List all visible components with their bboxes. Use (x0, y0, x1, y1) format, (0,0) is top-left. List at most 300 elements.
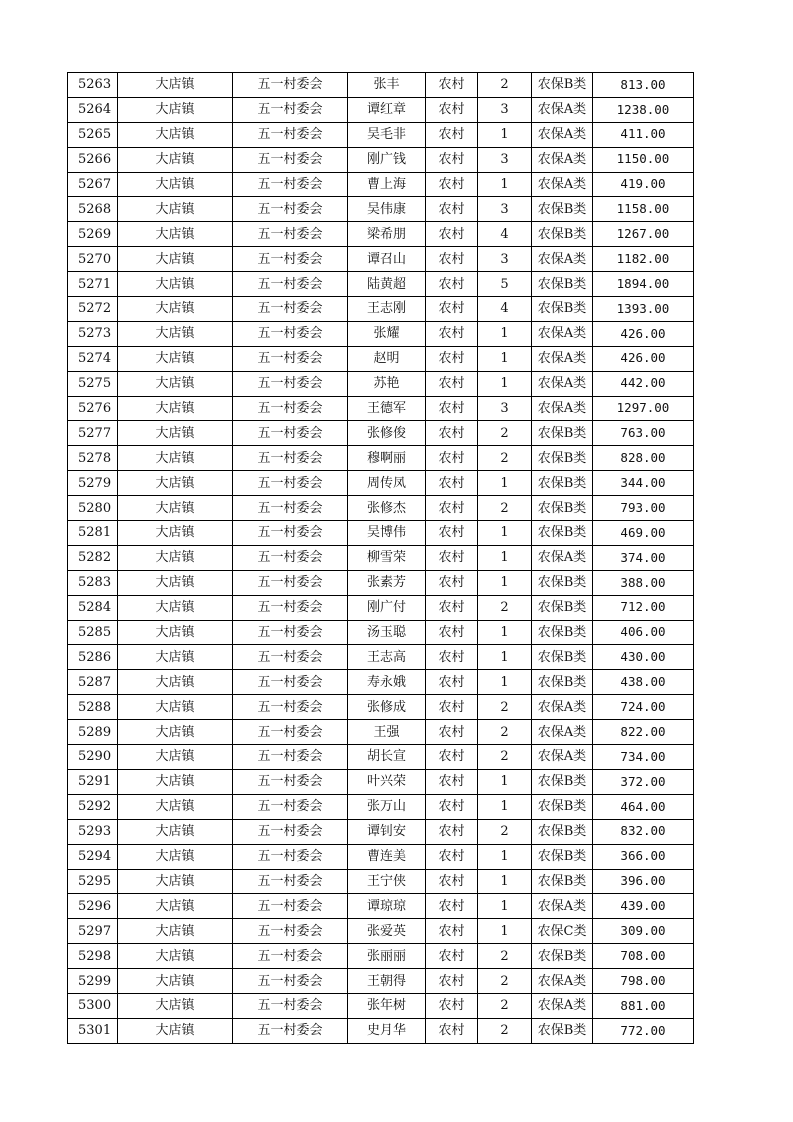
person-name-cell: 赵明 (348, 346, 426, 371)
village-committee-cell: 五一村委会 (233, 769, 348, 794)
village-committee-cell: 五一村委会 (233, 894, 348, 919)
insurance-category-cell: 农保A类 (532, 321, 593, 346)
household-type-cell: 农村 (426, 73, 478, 98)
village-committee-cell: 五一村委会 (233, 570, 348, 595)
row-id-cell: 5288 (68, 695, 118, 720)
town-cell: 大店镇 (118, 371, 233, 396)
village-committee-cell: 五一村委会 (233, 371, 348, 396)
row-id-cell: 5301 (68, 1018, 118, 1043)
table-row (68, 446, 694, 471)
row-id-cell: 5295 (68, 869, 118, 894)
insurance-category-cell: 农保B类 (532, 570, 593, 595)
town-cell: 大店镇 (118, 844, 233, 869)
town-cell: 大店镇 (118, 919, 233, 944)
member-count-cell: 2 (478, 1018, 532, 1043)
village-committee-cell: 五一村委会 (233, 869, 348, 894)
insurance-category-cell: 农保A类 (532, 545, 593, 570)
member-count-cell: 4 (478, 222, 532, 247)
amount-cell: 469.00 (593, 521, 694, 546)
household-type-cell: 农村 (426, 1018, 478, 1043)
row-id-cell: 5297 (68, 919, 118, 944)
town-cell: 大店镇 (118, 222, 233, 247)
person-name-cell: 王志高 (348, 645, 426, 670)
village-committee-cell: 五一村委会 (233, 222, 348, 247)
village-committee-cell: 五一村委会 (233, 993, 348, 1018)
member-count-cell: 3 (478, 396, 532, 421)
member-count-cell: 2 (478, 993, 532, 1018)
village-committee-cell: 五一村委会 (233, 97, 348, 122)
household-type-cell: 农村 (426, 570, 478, 595)
table-row (68, 670, 694, 695)
village-committee-cell: 五一村委会 (233, 844, 348, 869)
household-type-cell: 农村 (426, 720, 478, 745)
town-cell: 大店镇 (118, 97, 233, 122)
member-count-cell: 1 (478, 570, 532, 595)
insurance-category-cell: 农保A类 (532, 695, 593, 720)
household-type-cell: 农村 (426, 321, 478, 346)
person-name-cell: 王志刚 (348, 297, 426, 322)
town-cell: 大店镇 (118, 73, 233, 98)
amount-cell: 309.00 (593, 919, 694, 944)
household-type-cell: 农村 (426, 346, 478, 371)
table-row (68, 570, 694, 595)
person-name-cell: 刚广付 (348, 595, 426, 620)
amount-cell: 438.00 (593, 670, 694, 695)
insurance-category-cell: 农保A类 (532, 371, 593, 396)
row-id-cell: 5266 (68, 147, 118, 172)
insurance-category-cell: 农保B类 (532, 297, 593, 322)
person-name-cell: 谭琼琼 (348, 894, 426, 919)
household-type-cell: 农村 (426, 172, 478, 197)
town-cell: 大店镇 (118, 496, 233, 521)
row-id-cell: 5269 (68, 222, 118, 247)
person-name-cell: 吴伟康 (348, 197, 426, 222)
amount-cell: 1238.00 (593, 97, 694, 122)
town-cell: 大店镇 (118, 794, 233, 819)
member-count-cell: 2 (478, 595, 532, 620)
town-cell: 大店镇 (118, 645, 233, 670)
member-count-cell: 1 (478, 471, 532, 496)
member-count-cell: 3 (478, 97, 532, 122)
insurance-category-cell: 农保B类 (532, 471, 593, 496)
person-name-cell: 王宁侠 (348, 869, 426, 894)
household-type-cell: 农村 (426, 122, 478, 147)
insurance-category-cell: 农保A类 (532, 172, 593, 197)
row-id-cell: 5267 (68, 172, 118, 197)
household-type-cell: 农村 (426, 993, 478, 1018)
row-id-cell: 5271 (68, 272, 118, 297)
table-row (68, 222, 694, 247)
table-row (68, 496, 694, 521)
household-type-cell: 农村 (426, 545, 478, 570)
amount-cell: 1182.00 (593, 247, 694, 272)
amount-cell: 1393.00 (593, 297, 694, 322)
insurance-category-cell: 农保A类 (532, 894, 593, 919)
town-cell: 大店镇 (118, 147, 233, 172)
town-cell: 大店镇 (118, 993, 233, 1018)
member-count-cell: 3 (478, 247, 532, 272)
row-id-cell: 5284 (68, 595, 118, 620)
table-row (68, 247, 694, 272)
person-name-cell: 苏艳 (348, 371, 426, 396)
table-row (68, 297, 694, 322)
row-id-cell: 5293 (68, 819, 118, 844)
member-count-cell: 2 (478, 819, 532, 844)
table-row (68, 122, 694, 147)
amount-cell: 832.00 (593, 819, 694, 844)
person-name-cell: 胡长宣 (348, 745, 426, 770)
person-name-cell: 张丰 (348, 73, 426, 98)
member-count-cell: 2 (478, 944, 532, 969)
town-cell: 大店镇 (118, 969, 233, 994)
town-cell: 大店镇 (118, 396, 233, 421)
town-cell: 大店镇 (118, 570, 233, 595)
household-type-cell: 农村 (426, 521, 478, 546)
allowance-table (67, 72, 694, 1044)
table-row (68, 720, 694, 745)
member-count-cell: 2 (478, 720, 532, 745)
row-id-cell: 5294 (68, 844, 118, 869)
household-type-cell: 农村 (426, 396, 478, 421)
household-type-cell: 农村 (426, 844, 478, 869)
insurance-category-cell: 农保A类 (532, 346, 593, 371)
member-count-cell: 3 (478, 147, 532, 172)
amount-cell: 430.00 (593, 645, 694, 670)
row-id-cell: 5296 (68, 894, 118, 919)
household-type-cell: 农村 (426, 247, 478, 272)
row-id-cell: 5270 (68, 247, 118, 272)
amount-cell: 734.00 (593, 745, 694, 770)
table-row (68, 620, 694, 645)
household-type-cell: 农村 (426, 197, 478, 222)
row-id-cell: 5299 (68, 969, 118, 994)
table-row (68, 521, 694, 546)
person-name-cell: 曹连美 (348, 844, 426, 869)
household-type-cell: 农村 (426, 97, 478, 122)
household-type-cell: 农村 (426, 645, 478, 670)
village-committee-cell: 五一村委会 (233, 969, 348, 994)
amount-cell: 426.00 (593, 346, 694, 371)
village-committee-cell: 五一村委会 (233, 396, 348, 421)
member-count-cell: 2 (478, 446, 532, 471)
amount-cell: 772.00 (593, 1018, 694, 1043)
row-id-cell: 5279 (68, 471, 118, 496)
table-row (68, 595, 694, 620)
person-name-cell: 张修成 (348, 695, 426, 720)
town-cell: 大店镇 (118, 471, 233, 496)
insurance-category-cell: 农保B类 (532, 421, 593, 446)
table-row (68, 172, 694, 197)
table-row (68, 97, 694, 122)
row-id-cell: 5292 (68, 794, 118, 819)
town-cell: 大店镇 (118, 446, 233, 471)
amount-cell: 419.00 (593, 172, 694, 197)
village-committee-cell: 五一村委会 (233, 446, 348, 471)
amount-cell: 798.00 (593, 969, 694, 994)
person-name-cell: 张修杰 (348, 496, 426, 521)
town-cell: 大店镇 (118, 944, 233, 969)
village-committee-cell: 五一村委会 (233, 745, 348, 770)
town-cell: 大店镇 (118, 545, 233, 570)
member-count-cell: 1 (478, 670, 532, 695)
amount-cell: 426.00 (593, 321, 694, 346)
village-committee-cell: 五一村委会 (233, 595, 348, 620)
town-cell: 大店镇 (118, 521, 233, 546)
village-committee-cell: 五一村委会 (233, 321, 348, 346)
village-committee-cell: 五一村委会 (233, 620, 348, 645)
member-count-cell: 1 (478, 371, 532, 396)
amount-cell: 366.00 (593, 844, 694, 869)
person-name-cell: 张素芳 (348, 570, 426, 595)
person-name-cell: 柳雪荣 (348, 545, 426, 570)
household-type-cell: 农村 (426, 471, 478, 496)
member-count-cell: 1 (478, 172, 532, 197)
insurance-category-cell: 农保B类 (532, 496, 593, 521)
amount-cell: 708.00 (593, 944, 694, 969)
amount-cell: 344.00 (593, 471, 694, 496)
person-name-cell: 穆啊丽 (348, 446, 426, 471)
row-id-cell: 5264 (68, 97, 118, 122)
insurance-category-cell: 农保B类 (532, 819, 593, 844)
table-row (68, 73, 694, 98)
person-name-cell: 谭召山 (348, 247, 426, 272)
household-type-cell: 农村 (426, 595, 478, 620)
household-type-cell: 农村 (426, 769, 478, 794)
insurance-category-cell: 农保B类 (532, 197, 593, 222)
insurance-category-cell: 农保B类 (532, 521, 593, 546)
insurance-category-cell: 农保C类 (532, 919, 593, 944)
table-row (68, 745, 694, 770)
person-name-cell: 谭红章 (348, 97, 426, 122)
town-cell: 大店镇 (118, 595, 233, 620)
amount-cell: 813.00 (593, 73, 694, 98)
amount-cell: 442.00 (593, 371, 694, 396)
person-name-cell: 张修俊 (348, 421, 426, 446)
amount-cell: 374.00 (593, 545, 694, 570)
row-id-cell: 5275 (68, 371, 118, 396)
table-body (68, 73, 694, 1044)
village-committee-cell: 五一村委会 (233, 1018, 348, 1043)
insurance-category-cell: 农保B类 (532, 73, 593, 98)
household-type-cell: 农村 (426, 297, 478, 322)
amount-cell: 724.00 (593, 695, 694, 720)
person-name-cell: 王德军 (348, 396, 426, 421)
town-cell: 大店镇 (118, 247, 233, 272)
insurance-category-cell: 农保A类 (532, 993, 593, 1018)
insurance-category-cell: 农保B类 (532, 222, 593, 247)
household-type-cell: 农村 (426, 919, 478, 944)
person-name-cell: 梁希朋 (348, 222, 426, 247)
amount-cell: 1267.00 (593, 222, 694, 247)
person-name-cell: 吴博伟 (348, 521, 426, 546)
amount-cell: 464.00 (593, 794, 694, 819)
amount-cell: 1297.00 (593, 396, 694, 421)
table-row (68, 894, 694, 919)
village-committee-cell: 五一村委会 (233, 471, 348, 496)
table-row (68, 321, 694, 346)
member-count-cell: 1 (478, 545, 532, 570)
insurance-category-cell: 农保A类 (532, 122, 593, 147)
table-row (68, 769, 694, 794)
insurance-category-cell: 农保B类 (532, 944, 593, 969)
town-cell: 大店镇 (118, 172, 233, 197)
household-type-cell: 农村 (426, 894, 478, 919)
person-name-cell: 张丽丽 (348, 944, 426, 969)
amount-cell: 411.00 (593, 122, 694, 147)
household-type-cell: 农村 (426, 944, 478, 969)
amount-cell: 881.00 (593, 993, 694, 1018)
table-row (68, 346, 694, 371)
table-row (68, 919, 694, 944)
town-cell: 大店镇 (118, 421, 233, 446)
table-row (68, 371, 694, 396)
person-name-cell: 张爱英 (348, 919, 426, 944)
insurance-category-cell: 农保A类 (532, 396, 593, 421)
insurance-category-cell: 农保B类 (532, 794, 593, 819)
village-committee-cell: 五一村委会 (233, 297, 348, 322)
person-name-cell: 周传凤 (348, 471, 426, 496)
town-cell: 大店镇 (118, 122, 233, 147)
town-cell: 大店镇 (118, 1018, 233, 1043)
amount-cell: 1894.00 (593, 272, 694, 297)
village-committee-cell: 五一村委会 (233, 272, 348, 297)
person-name-cell: 王朝得 (348, 969, 426, 994)
insurance-category-cell: 农保A类 (532, 247, 593, 272)
village-committee-cell: 五一村委会 (233, 521, 348, 546)
table-row (68, 993, 694, 1018)
town-cell: 大店镇 (118, 197, 233, 222)
village-committee-cell: 五一村委会 (233, 197, 348, 222)
insurance-category-cell: 农保B类 (532, 446, 593, 471)
amount-cell: 406.00 (593, 620, 694, 645)
member-count-cell: 1 (478, 321, 532, 346)
table-row (68, 471, 694, 496)
village-committee-cell: 五一村委会 (233, 645, 348, 670)
insurance-category-cell: 农保B类 (532, 869, 593, 894)
household-type-cell: 农村 (426, 446, 478, 471)
village-committee-cell: 五一村委会 (233, 695, 348, 720)
town-cell: 大店镇 (118, 819, 233, 844)
amount-cell: 1150.00 (593, 147, 694, 172)
person-name-cell: 汤玉聪 (348, 620, 426, 645)
table-row (68, 944, 694, 969)
village-committee-cell: 五一村委会 (233, 496, 348, 521)
member-count-cell: 2 (478, 745, 532, 770)
row-id-cell: 5276 (68, 396, 118, 421)
row-id-cell: 5280 (68, 496, 118, 521)
amount-cell: 828.00 (593, 446, 694, 471)
table-row (68, 197, 694, 222)
town-cell: 大店镇 (118, 620, 233, 645)
member-count-cell: 1 (478, 645, 532, 670)
village-committee-cell: 五一村委会 (233, 794, 348, 819)
row-id-cell: 5286 (68, 645, 118, 670)
person-name-cell: 张耀 (348, 321, 426, 346)
person-name-cell: 张年树 (348, 993, 426, 1018)
insurance-category-cell: 农保B类 (532, 620, 593, 645)
person-name-cell: 叶兴荣 (348, 769, 426, 794)
insurance-category-cell: 农保B类 (532, 272, 593, 297)
household-type-cell: 农村 (426, 670, 478, 695)
amount-cell: 372.00 (593, 769, 694, 794)
town-cell: 大店镇 (118, 745, 233, 770)
member-count-cell: 1 (478, 844, 532, 869)
insurance-category-cell: 农保B类 (532, 670, 593, 695)
row-id-cell: 5263 (68, 73, 118, 98)
member-count-cell: 2 (478, 695, 532, 720)
member-count-cell: 1 (478, 769, 532, 794)
household-type-cell: 农村 (426, 794, 478, 819)
member-count-cell: 4 (478, 297, 532, 322)
insurance-category-cell: 农保B类 (532, 769, 593, 794)
village-committee-cell: 五一村委会 (233, 247, 348, 272)
row-id-cell: 5281 (68, 521, 118, 546)
village-committee-cell: 五一村委会 (233, 122, 348, 147)
household-type-cell: 农村 (426, 222, 478, 247)
amount-cell: 439.00 (593, 894, 694, 919)
household-type-cell: 农村 (426, 869, 478, 894)
household-type-cell: 农村 (426, 620, 478, 645)
row-id-cell: 5285 (68, 620, 118, 645)
person-name-cell: 王强 (348, 720, 426, 745)
table-row (68, 844, 694, 869)
household-type-cell: 农村 (426, 272, 478, 297)
row-id-cell: 5274 (68, 346, 118, 371)
town-cell: 大店镇 (118, 670, 233, 695)
insurance-category-cell: 农保A类 (532, 97, 593, 122)
table-row (68, 1018, 694, 1043)
village-committee-cell: 五一村委会 (233, 819, 348, 844)
household-type-cell: 农村 (426, 371, 478, 396)
household-type-cell: 农村 (426, 496, 478, 521)
row-id-cell: 5298 (68, 944, 118, 969)
member-count-cell: 1 (478, 620, 532, 645)
town-cell: 大店镇 (118, 346, 233, 371)
person-name-cell: 史月华 (348, 1018, 426, 1043)
town-cell: 大店镇 (118, 297, 233, 322)
insurance-category-cell: 农保B类 (532, 844, 593, 869)
member-count-cell: 2 (478, 969, 532, 994)
insurance-category-cell: 农保A类 (532, 745, 593, 770)
member-count-cell: 1 (478, 346, 532, 371)
household-type-cell: 农村 (426, 969, 478, 994)
insurance-category-cell: 农保A类 (532, 147, 593, 172)
town-cell: 大店镇 (118, 769, 233, 794)
household-type-cell: 农村 (426, 421, 478, 446)
town-cell: 大店镇 (118, 869, 233, 894)
person-name-cell: 曹上海 (348, 172, 426, 197)
row-id-cell: 5290 (68, 745, 118, 770)
table-row (68, 396, 694, 421)
row-id-cell: 5289 (68, 720, 118, 745)
village-committee-cell: 五一村委会 (233, 346, 348, 371)
person-name-cell: 吴毛非 (348, 122, 426, 147)
row-id-cell: 5287 (68, 670, 118, 695)
insurance-category-cell: 农保B类 (532, 595, 593, 620)
table-row (68, 545, 694, 570)
amount-cell: 763.00 (593, 421, 694, 446)
member-count-cell: 3 (478, 197, 532, 222)
village-committee-cell: 五一村委会 (233, 919, 348, 944)
table-row (68, 272, 694, 297)
person-name-cell: 张万山 (348, 794, 426, 819)
member-count-cell: 2 (478, 73, 532, 98)
village-committee-cell: 五一村委会 (233, 421, 348, 446)
row-id-cell: 5283 (68, 570, 118, 595)
town-cell: 大店镇 (118, 272, 233, 297)
row-id-cell: 5282 (68, 545, 118, 570)
table-row (68, 794, 694, 819)
